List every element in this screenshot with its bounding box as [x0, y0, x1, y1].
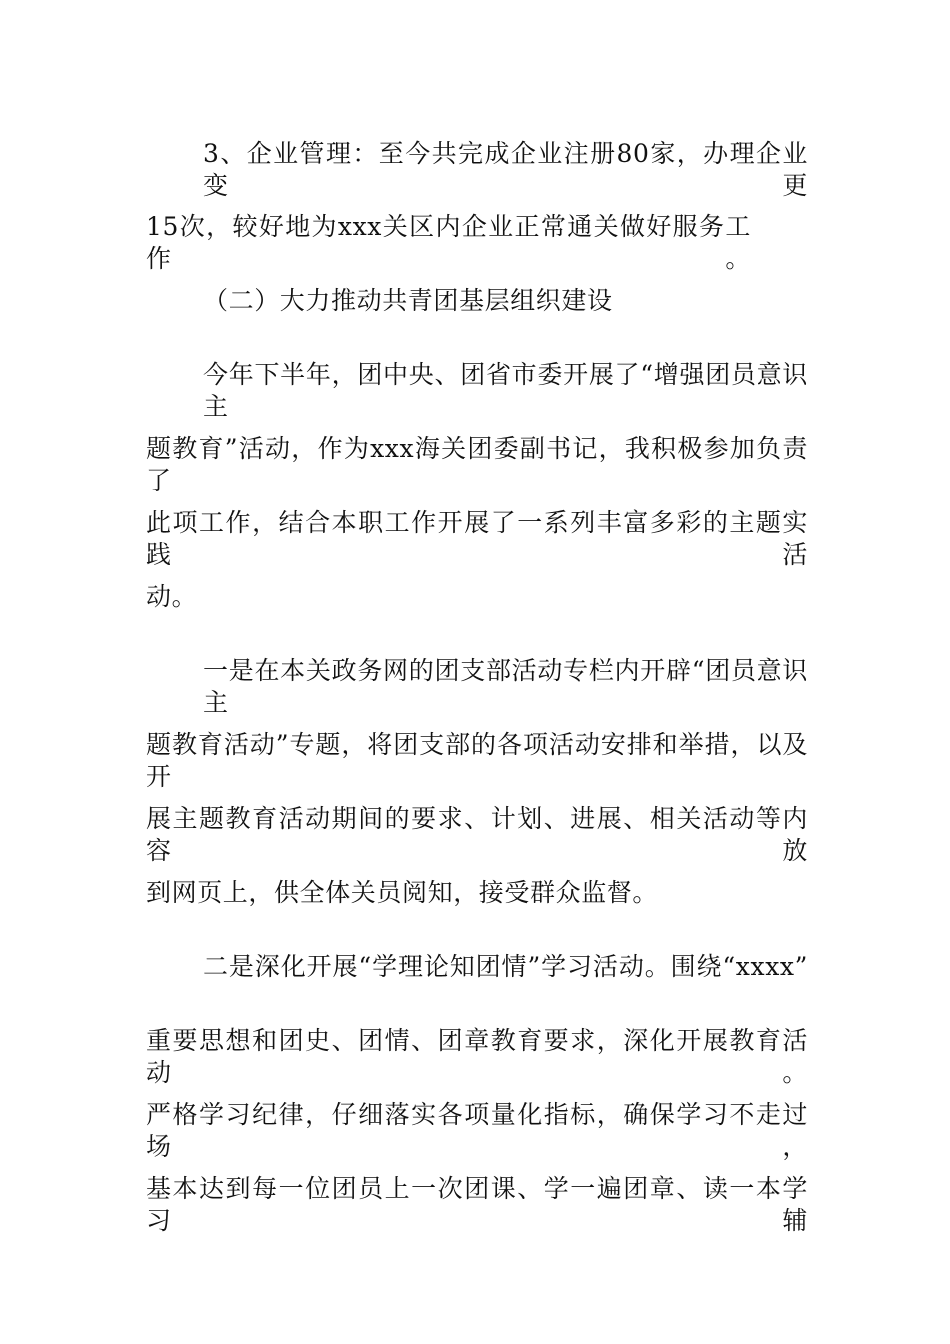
paragraph-line: 15次，较好地为xxx关区内企业正常通关做好服务工作。: [146, 212, 751, 273]
paragraph-line: 3、企业管理：至今共完成企业注册80家，办理企业变更: [203, 139, 808, 200]
paragraph-line: 一是在本关政务网的团支部活动专栏内开辟“团员意识主: [203, 656, 808, 717]
paragraph-line: 题教育活动”专题，将团支部的各项活动安排和举措，以及开: [146, 730, 808, 791]
paragraph-line: 二是深化开展“学理论知团情”学习活动。围绕“xxxx”: [203, 952, 808, 981]
paragraph-line: 题教育”活动，作为xxx海关团委副书记，我积极参加负责了: [146, 434, 808, 495]
paragraph-line: 展主题教育活动期间的要求、计划、进展、相关活动等内容放: [146, 804, 808, 865]
paragraph-line: 重要思想和团史、团情、团章教育要求，深化开展教育活动。: [146, 1026, 808, 1087]
paragraph-line: 动。: [146, 582, 198, 611]
paragraph-line: 严格学习纪律，仔细落实各项量化指标，确保学习不走过场，: [146, 1100, 808, 1161]
paragraph-line: 到网页上，供全体关员阅知，接受群众监督。: [146, 878, 659, 907]
paragraph-line: 此项工作，结合本职工作开展了一系列丰富多彩的主题实践活: [146, 508, 808, 569]
paragraph-line: 基本达到每一位团员上一次团课、学一遍团章、读一本学习辅: [146, 1174, 808, 1235]
paragraph-line: 今年下半年，团中央、团省市委开展了“增强团员意识主: [203, 360, 808, 421]
section-heading: （二）大力推动共青团基层组织建设: [203, 286, 613, 315]
